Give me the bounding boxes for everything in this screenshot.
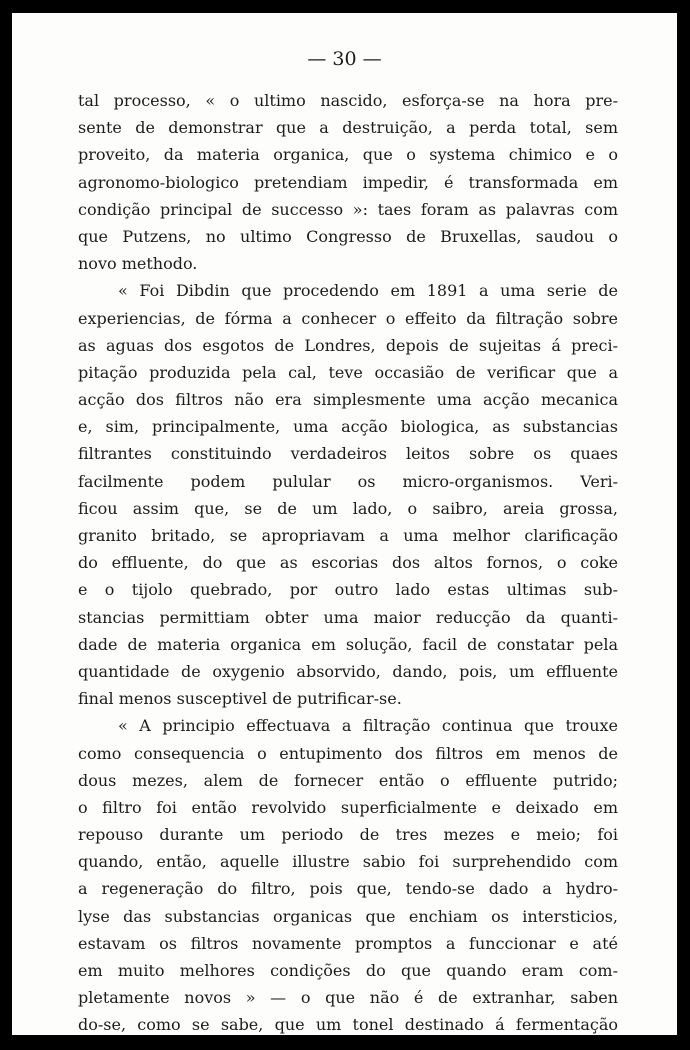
text-line: e, sim, principalmente, uma acção biologica, as substancias [78,417,618,437]
text-line: do effluente, do que as escorias dos altos fornos, o coke [78,553,618,573]
text-line: estavam os filtros novamente promptos a funccionar e até [78,933,618,953]
text-line: quando, então, aquelle illustre sabio foi surprehendido com [78,852,618,872]
paragraph-3 [78,712,618,1035]
text-line: quantidade de oxygenio absorvido, dando, pois, um effluente [78,661,618,681]
text-line: granito britado, se apropriavam a uma melhor clarificação [78,526,618,545]
text-line: a regeneração do filtro, pois que, tendo-se dado a hydro- [78,879,618,899]
paragraph-2 [78,277,618,712]
text-line: que Putzens, no ultimo Congresso de Bruxellas, saudou o [78,226,618,246]
text-line: o filtro foi então revolvido superficialmente e deixado em [78,797,618,817]
text-line: proveito, da materia organica, que o systema chimico e o [78,145,618,165]
text-line: facilmente podem pulular os micro-organismos. Veri- [78,471,618,491]
body-text [78,87,618,1035]
page-number: — 30 — [307,48,382,70]
text-line: em muito melhores condições do que quando eram com- [78,961,618,980]
text-line: lyse das substancias organicas que enchiam os intersticios, [78,906,618,926]
text-line: dous mezes, alem de fornecer então o effluente putrido; [78,770,618,790]
text-line: pitação produzida pela cal, teve occasião de verificar que a [78,362,618,382]
text-line: repouso durante um periodo de tres mezes e meio; foi [78,825,618,845]
book-page [12,13,677,1035]
text-line: ficou assim que, se de um lado, o saibro, areia grossa, [78,498,618,518]
text-line: e o tijolo quebrado, por outro lado estas ultimas sub- [78,580,618,600]
text-line: tal processo, « o ultimo nascido, esforça-se na hora pre- [78,91,618,110]
text-line: agronomo-biologico pretendiam impedir, é transformada em [78,172,618,192]
text-line: acção dos filtros não era simplesmente uma acção mecanica [78,390,618,410]
text-line: como consequencia o entupimento dos filtros em menos de [78,743,618,763]
text-line: do-se, como se sabe, que um tonel destinado á fermentação [78,1015,618,1035]
text-line: « Foi Dibdin que procedendo em 1891 a uma serie de [118,281,618,301]
text-line: dade de materia organica em solução, facil de constatar pela [78,634,618,654]
text-line: novo methodo. [78,254,198,274]
paragraph-1 [78,87,618,277]
text-line: pletamente novos » — o que não é de extranhar, saben [78,988,618,1008]
text-line: sente de demonstrar que a destruição, a perda total, sem [78,118,618,138]
text-line: condição principal de successo »: taes foram as palavras com [78,199,618,219]
text-line: final menos susceptivel de putrificar-se. [78,689,402,709]
text-line: as aguas dos esgotos de Londres, depois de sujeitas á preci- [78,335,618,355]
text-line: filtrantes constituindo verdadeiros leitos sobre os quaes [78,444,618,464]
text-line: experiencias, de fórma a conhecer o effeito da filtração sobre [78,308,618,328]
text-line: stancias permittiam obter uma maior reducção da quanti- [78,607,618,627]
text-line: « A principio effectuava a filtração continua que trouxe [118,716,618,736]
